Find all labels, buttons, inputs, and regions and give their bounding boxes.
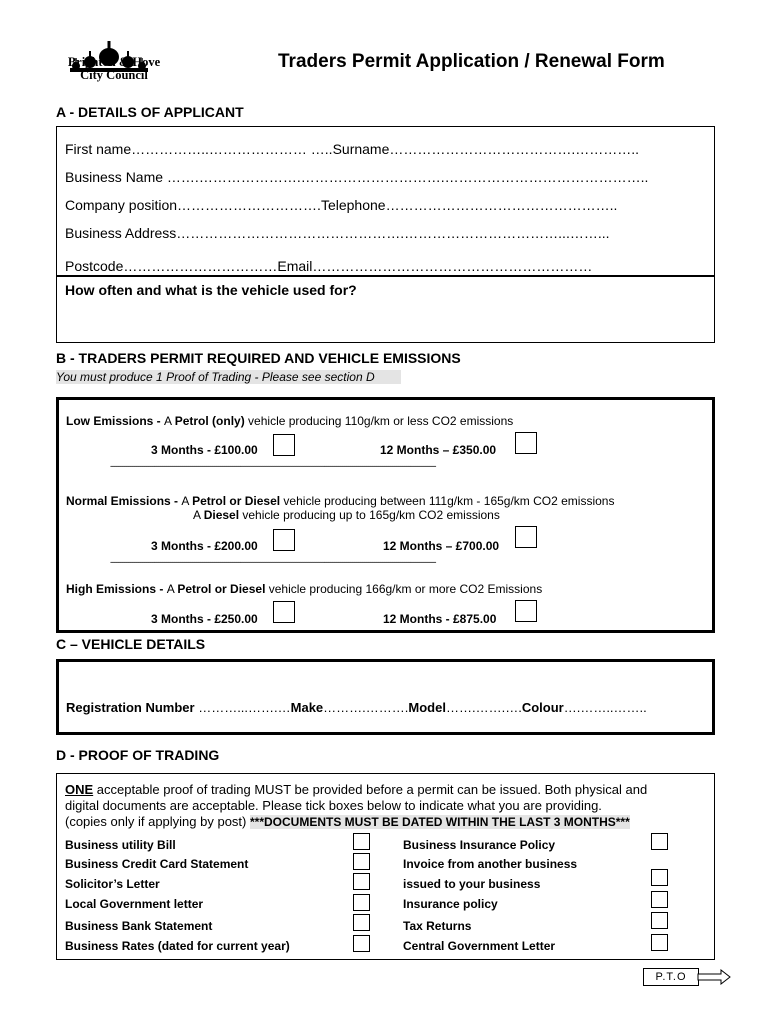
proof-checkbox-solicitor[interactable]: [353, 873, 370, 890]
business-address-field[interactable]: Business Address………………………………………….……………………………...……...: [65, 225, 610, 241]
first-name-surname-field[interactable]: First name……………..………………… …..Surname………………………………….…………..: [65, 141, 640, 157]
proof-item: Solicitor’s Letter: [65, 877, 160, 891]
proof-of-trading-intro: ONE acceptable proof of trading MUST be provided before a permit can be issued. Both physical and digital documents are acceptable. Please tick boxes below to indicate what you are providing. (copies only if applying by post) ***DOCUMENTS MUST BE DATED WITHIN THE LAST 3 MONTHS***: [65, 782, 648, 829]
proof-checkbox-insurance-policy[interactable]: [651, 833, 668, 850]
proof-item: Business Bank Statement: [65, 919, 213, 933]
vehicle-details-box: [56, 659, 715, 735]
high-emissions-description: High Emissions - A Petrol or Diesel vehicle producing 166g/km or more CO2 Emissions: [66, 582, 543, 596]
pto-label: P.T.O: [643, 968, 699, 986]
low-12-months-checkbox[interactable]: [515, 432, 537, 454]
proof-checkbox-insurance[interactable]: [651, 891, 668, 908]
low-12-months-label: 12 Months – £350.00: [380, 443, 497, 457]
proof-checkbox-tax-returns[interactable]: [651, 912, 668, 929]
normal-3-months-label: 3 Months - £200.00: [151, 539, 258, 553]
normal-12-months-label: 12 Months – £700.00: [383, 539, 500, 553]
proof-item: Local Government letter: [65, 897, 204, 911]
section-a-heading: A - DETAILS OF APPLICANT: [56, 104, 244, 120]
section-d-heading: D - PROOF OF TRADING: [56, 747, 220, 763]
proof-checkbox-local-government[interactable]: [353, 894, 370, 911]
proof-item: Tax Returns: [403, 919, 472, 933]
section-c-heading: C – VEHICLE DETAILS: [56, 636, 206, 652]
normal-12-months-checkbox[interactable]: [515, 526, 537, 548]
form-title: Traders Permit Application / Renewal Form: [278, 51, 665, 72]
divider-line: -------------------------------------------------------------------------------------------------------------------------------------------------------------------: [110, 557, 436, 567]
dated-notice: ***DOCUMENTS MUST BE DATED WITHIN THE LAST 3 MONTHS***: [249, 815, 630, 829]
normal-3-months-checkbox[interactable]: [273, 529, 295, 551]
proof-checkbox-invoice[interactable]: [651, 869, 668, 886]
proof-checkbox-business-rates[interactable]: [353, 935, 370, 952]
proof-item: Business Rates (dated for current year): [65, 939, 290, 953]
company-position-telephone-field[interactable]: Company position………………………….Telephone…………………………………………..: [65, 197, 618, 213]
high-12-months-checkbox[interactable]: [515, 600, 537, 622]
vehicle-use-question: How often and what is the vehicle used for?: [65, 282, 357, 298]
low-3-months-label: 3 Months - £100.00: [151, 443, 258, 457]
low-3-months-checkbox[interactable]: [273, 434, 295, 456]
business-name-field[interactable]: Business Name …….………………….………………………….……………………………………..: [65, 169, 649, 185]
proof-item: Insurance policy: [403, 897, 498, 911]
low-emissions-description: Low Emissions - A Petrol (only) vehicle producing 110g/km or less CO2 emissions: [66, 414, 514, 428]
postcode-email-field[interactable]: Postcode……………………………Email……………………………………………………: [65, 258, 593, 274]
arrow-right-icon: [697, 969, 731, 985]
high-3-months-label: 3 Months - £250.00: [151, 612, 258, 626]
proof-item: issued to your business: [403, 877, 541, 891]
proof-item: Invoice from another business: [403, 857, 578, 871]
divider-line: -------------------------------------------------------------------------------------------------------------------------------------------------------------------: [110, 461, 436, 471]
high-12-months-label: 12 Months - £875.00: [383, 612, 497, 626]
proof-checkbox-bank-statement[interactable]: [353, 914, 370, 931]
proof-item: Business Credit Card Statement: [65, 857, 249, 871]
proof-checkbox-utility-bill[interactable]: [353, 833, 370, 850]
proof-item: Central Government Letter: [403, 939, 556, 953]
normal-emissions-description: Normal Emissions - A Petrol or Diesel vehicle producing between 111g/km - 165g/km CO2 emissions: [66, 494, 615, 508]
council-logo-text: Brighton & Hove City Council: [67, 55, 161, 82]
vehicle-details-fields[interactable]: Registration Number ………...…….…Make……….……….Model…….…….….Colour….……..……..: [66, 700, 647, 715]
proof-of-trading-note: You must produce 1 Proof of Trading - Please see section D: [56, 370, 401, 384]
section-b-heading: B - TRADERS PERMIT REQUIRED AND VEHICLE EMISSIONS: [56, 350, 461, 366]
proof-checkbox-central-government[interactable]: [651, 934, 668, 951]
normal-emissions-diesel-description: A Diesel vehicle producing up to 165g/km CO2 emissions: [193, 508, 500, 522]
proof-checkbox-credit-card[interactable]: [353, 853, 370, 870]
proof-item: Business Insurance Policy: [403, 838, 556, 852]
high-3-months-checkbox[interactable]: [273, 601, 295, 623]
proof-item: Business utility Bill: [65, 838, 176, 852]
